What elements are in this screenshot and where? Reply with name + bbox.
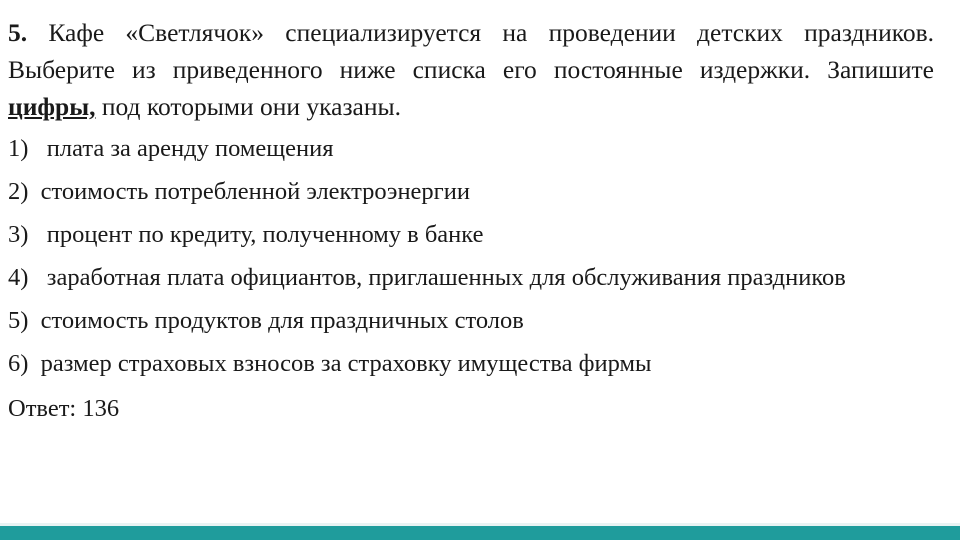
options-list — [8, 131, 944, 382]
option-marker: 3) — [8, 221, 29, 248]
option-label: заработная плата официантов, приглашенных для обслуживания праздников — [46, 264, 846, 291]
bottom-bar — [0, 526, 960, 540]
option-label: размер страховых взносов за страховку имущества фирмы — [40, 350, 652, 377]
question-part-2: под которыми они указаны. — [95, 92, 402, 121]
list-item — [8, 174, 944, 210]
slide-content — [8, 14, 944, 426]
question-emphasis: цифры, — [8, 92, 96, 121]
list-item — [8, 346, 944, 382]
answer-text: Ответ: 136 — [8, 395, 120, 422]
option-marker: 4) — [8, 264, 29, 291]
option-marker: 5) — [8, 307, 29, 334]
question-text — [8, 14, 944, 125]
list-item — [8, 217, 944, 253]
question-number: 5. — [8, 18, 28, 47]
question-part-1: Кафе «Светлячок» специализируется на проведении детских праздников. Выберите из приведенного ниже списка его постоянные издержки. Запишите — [8, 18, 934, 84]
option-label: плата за аренду помещения — [46, 135, 334, 162]
option-label: процент по кредиту, полученному в банке — [46, 221, 484, 248]
option-marker: 2) — [8, 178, 29, 205]
option-label: стоимость продуктов для праздничных столов — [40, 307, 524, 334]
list-item — [8, 131, 944, 167]
option-marker: 6) — [8, 350, 29, 377]
list-item — [8, 303, 944, 339]
list-item — [8, 260, 944, 296]
option-label: стоимость потребленной электроэнергии — [40, 178, 470, 205]
option-marker: 1) — [8, 135, 29, 162]
